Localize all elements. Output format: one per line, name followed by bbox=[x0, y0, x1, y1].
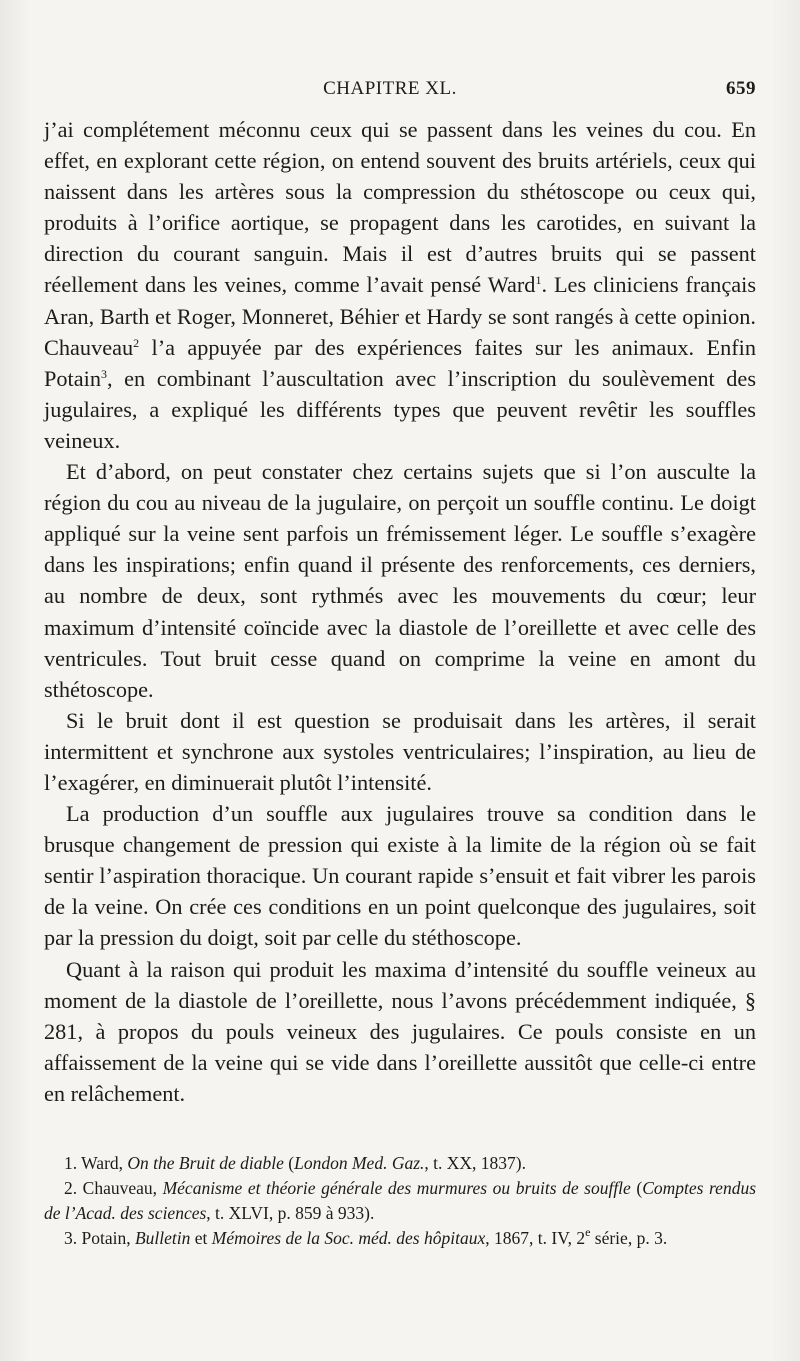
italic-span: London Med. Gaz. bbox=[294, 1153, 425, 1173]
running-header bbox=[44, 78, 756, 110]
text-span: , 1867, t. IV, 2 bbox=[485, 1228, 586, 1248]
text-span: j’ai complétement méconnu ceux qui se passent dans les veines du cou. En effet, en explorant cette région, on entend souvent des bruits artériels, ceux qui naissent dans les artères sous la compression du sthétoscope ou ceux qui, produits à l’orifice aortique, se propagent dans les carotides, en suivant la direction du courant sanguin. Mais il est d’autres bruits qui se passent réellement dans les veines, comme l’avait pensé Ward bbox=[44, 117, 756, 298]
body-text bbox=[44, 114, 756, 1109]
footnotes bbox=[44, 1151, 756, 1251]
text-span: 1. Ward, bbox=[64, 1153, 128, 1173]
text-span: et bbox=[190, 1228, 212, 1248]
italic-span: Comptes rendus de l’Acad. des sciences bbox=[44, 1178, 757, 1223]
page-number: 659 bbox=[726, 78, 756, 99]
text-span: . Les cliniciens français Aran, Barth et Roger, Monneret, Béhier et Hardy se sont rangés à cette opinion. Chauveau bbox=[44, 272, 756, 360]
text-span: Et d’abord, on peut constater chez certains sujets que si l’on ausculte la région du cou au niveau de la jugulaire, on perçoit un souffle continu. Le doigt appliqué sur la veine sent parfois un frémissement léger. Le souffle s’exagère dans les inspirations; enfin quand il présente des renforcements, ces derniers, au nombre de deux, sont rythmés avec les mouvements du cœur; leur maximum d’intensité coïncide avec la diastole de l’oreillette et avec celle des ventricules. Tout bruit cesse quand on comprime la veine en amont du sthétoscope. bbox=[44, 459, 756, 702]
paragraph bbox=[44, 954, 756, 1109]
text-span: série, p. 3. bbox=[590, 1228, 668, 1248]
footnote-ref: 2 bbox=[133, 335, 140, 350]
italic-span: Mémoires de la Soc. méd. des hôpitaux bbox=[211, 1228, 486, 1248]
text-span: , t. XLVI, p. 859 à 933). bbox=[206, 1203, 375, 1223]
text-span: La production d’un souffle aux jugulaires trouve sa condition dans le brusque changement de pression qui existe à la limite de la région où se fait sentir l’aspiration thoracique. Un courant rapide s’ensuit et fait vibrer les parois de la veine. On crée ces conditions en un point quelconque des jugulaires, soit par la pression du doigt, soit par celle du stéthoscope. bbox=[44, 801, 756, 951]
text-span: Si le bruit dont il est question se produisait dans les artères, il serait intermittent et synchrone aux systoles ventriculaires; l’inspiration, au lieu de l’exagérer, en diminuerait plutôt l’intensité. bbox=[44, 707, 756, 795]
paragraph bbox=[44, 798, 756, 953]
text-span: l’a appuyée par des expériences faites sur les animaux. Enfin Potain bbox=[44, 334, 756, 391]
paragraph bbox=[44, 705, 756, 798]
paragraph bbox=[44, 456, 756, 705]
text-span: ( bbox=[630, 1178, 643, 1198]
footnote-ref: 3 bbox=[100, 366, 107, 381]
chapter-title: CHAPITRE XL. bbox=[323, 78, 457, 99]
italic-span: Bulletin bbox=[134, 1228, 191, 1248]
text-span: 3. Potain, bbox=[64, 1228, 135, 1248]
footnote bbox=[44, 1226, 756, 1251]
footnote bbox=[44, 1151, 756, 1176]
text-span: 2. Chauveau, bbox=[64, 1178, 163, 1198]
text-span: , en combinant l’auscultation avec l’inscription du soulèvement des jugulaires, a expliqué les différents types que peuvent revêtir les souffles veineux. bbox=[44, 365, 756, 453]
text-span: ( bbox=[283, 1153, 295, 1173]
footnote-ref: e bbox=[585, 1225, 591, 1239]
text-span: Quant à la raison qui produit les maxima d’intensité du souffle veineux au moment de la diastole de l’oreillette, nous l’avons précédemment indiquée, § 281, à propos du pouls veineux des jugulaires. Ce pouls consiste en un affaissement de la veine qui se vide dans l’oreillette aussitôt que celle-ci entre en relâchement. bbox=[44, 956, 756, 1106]
paragraph bbox=[44, 114, 756, 456]
footnote bbox=[44, 1176, 756, 1226]
footnote-ref: 1 bbox=[535, 273, 542, 288]
italic-span: Mécanisme et théorie générale des murmures ou bruits de souffle bbox=[162, 1178, 631, 1198]
italic-span: On the Bruit de diable bbox=[127, 1153, 284, 1173]
text-span: , t. XX, 1837). bbox=[424, 1153, 526, 1173]
